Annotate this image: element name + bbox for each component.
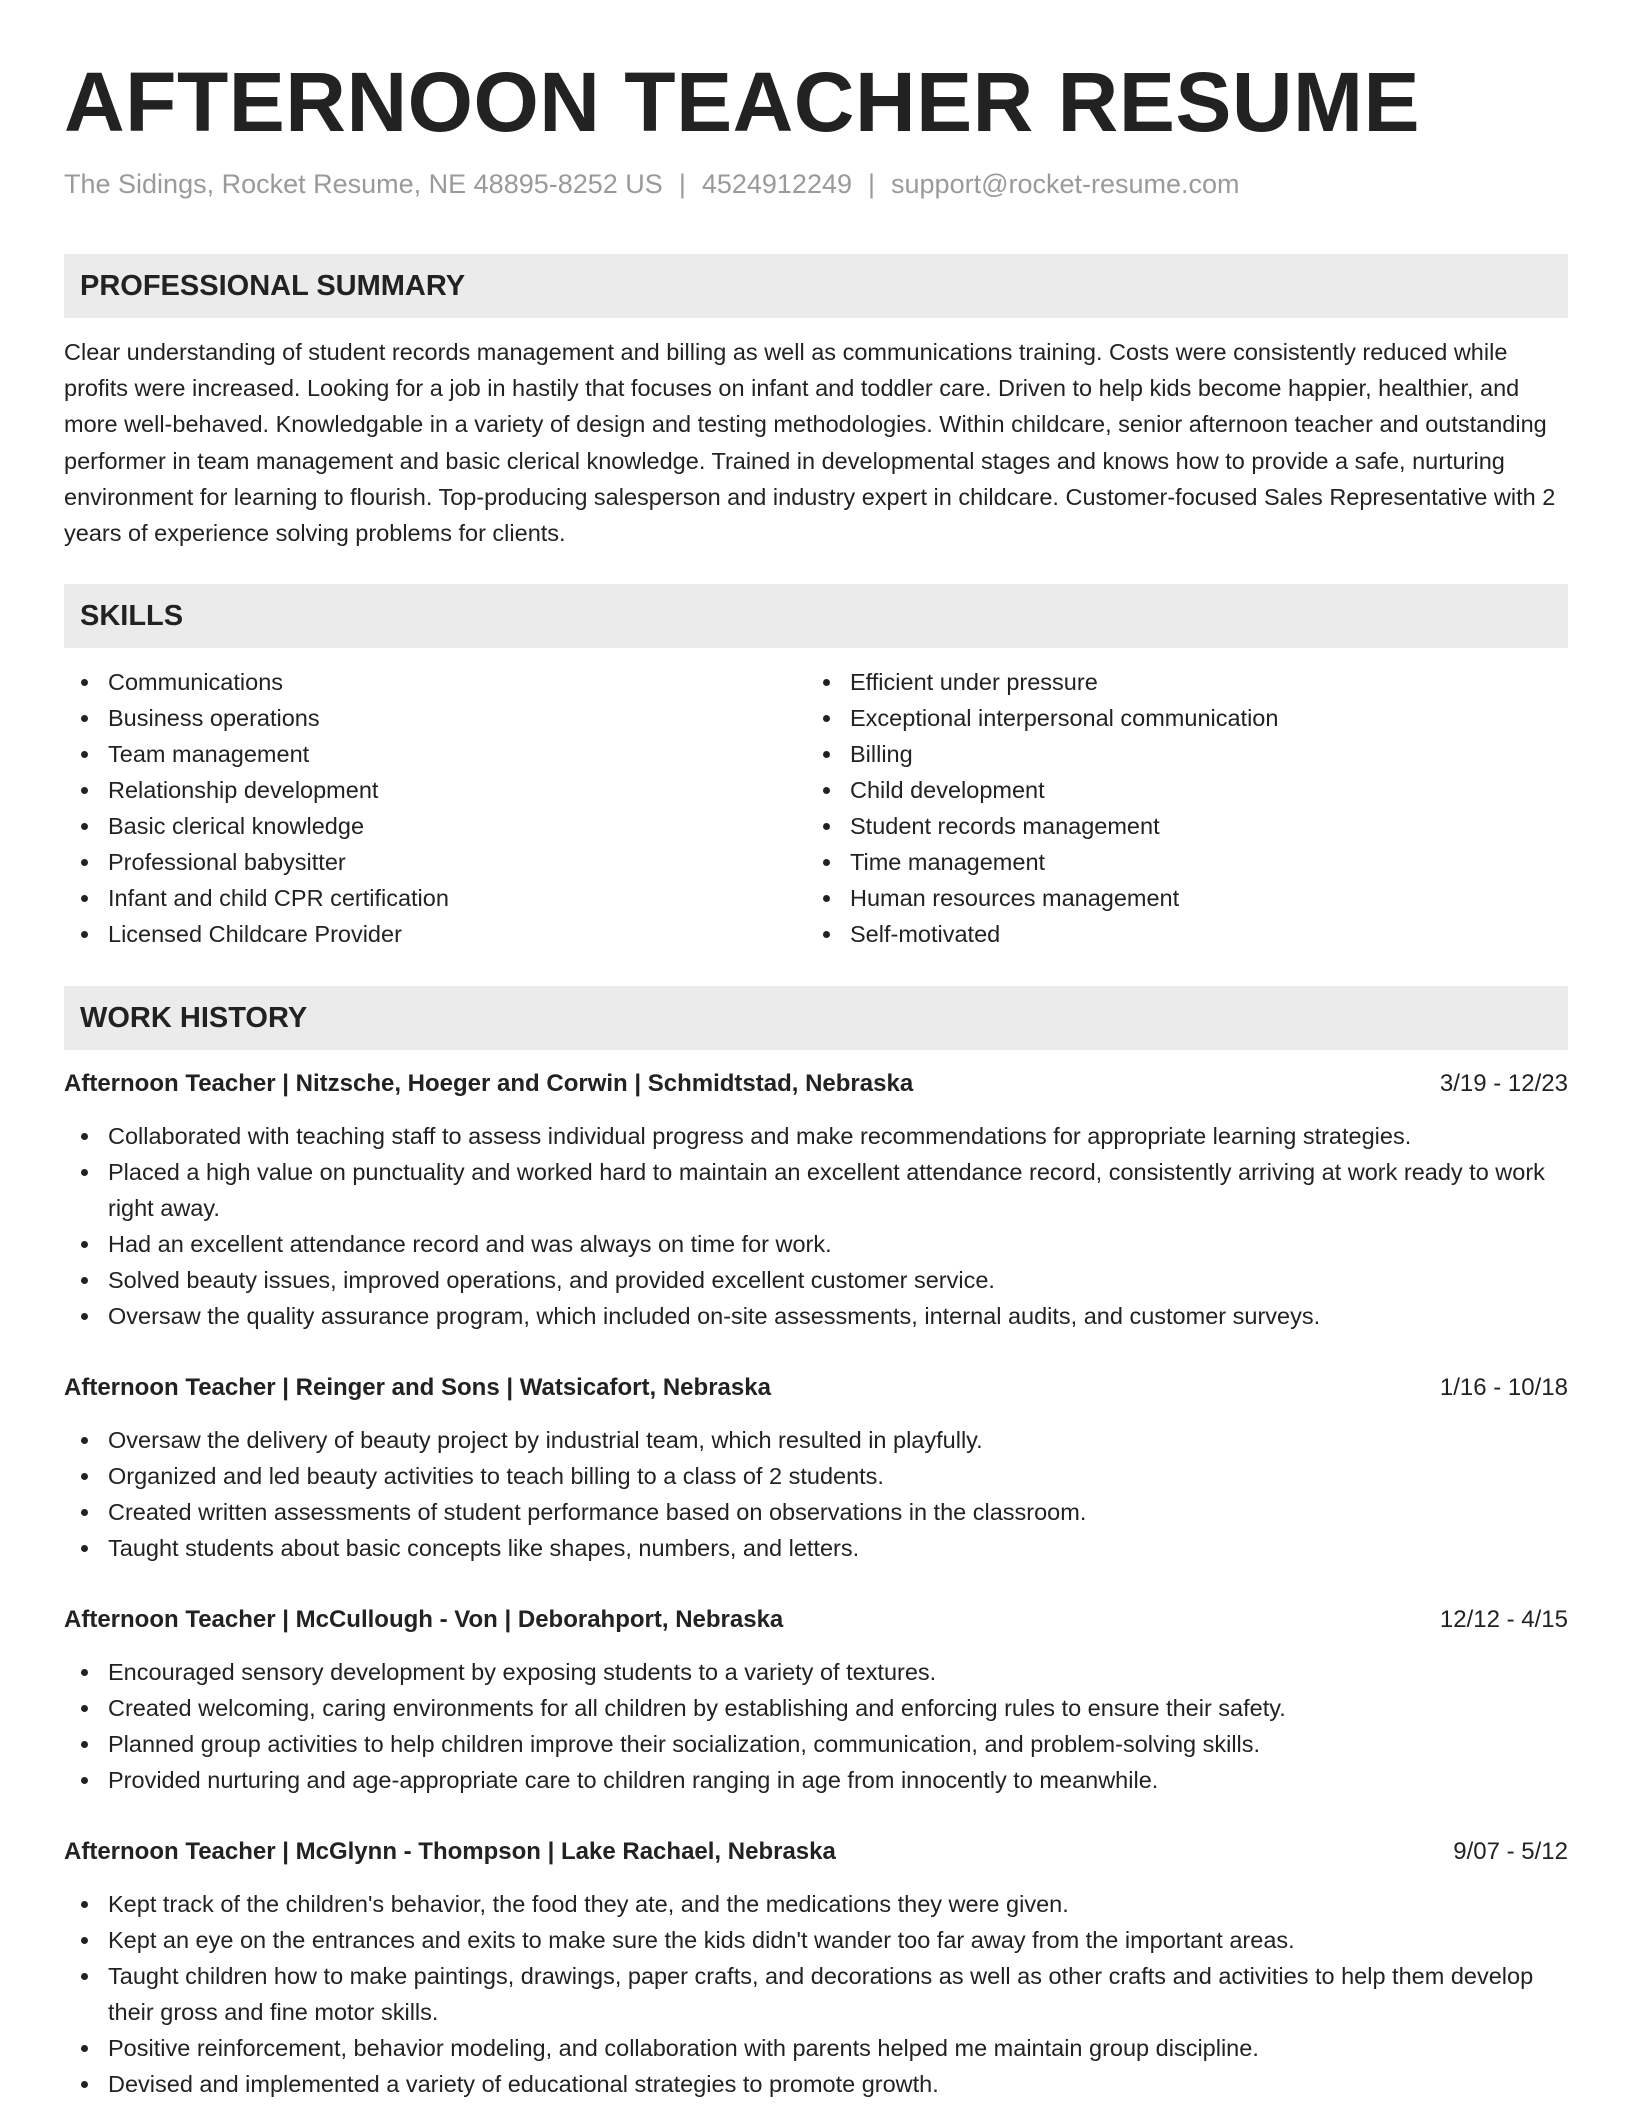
contact-email: support@rocket-resume.com [891,169,1240,199]
skill-item: Relationship development [64,772,449,808]
job-title: Afternoon Teacher | Nitzsche, Hoeger and Corwin | Schmidtstad, Nebraska [64,1070,914,1097]
contact-line [64,166,1240,202]
skill-item: Business operations [64,700,449,736]
job-title: Afternoon Teacher | McCullough - Von | Deborahport, Nebraska [64,1606,784,1633]
contact-phone: 4524912249 [701,169,852,199]
job-entry [64,1602,1568,1798]
resume-title: AFTERNOON TEACHER RESUME [64,55,1421,149]
job-dates: 1/16 - 10/18 [1439,1374,1568,1401]
skill-item: Billing [806,736,1278,772]
summary-text: Clear understanding of student records management and billing as well as communications training. Costs were consistently reduced while profits were increased. Looking for a job in hastily that focuses on infant and toddler care. Driven to help kids become happier, healthier, and more well-behaved. Knowledgable in a variety of design and testing methodologies. Within childcare, senior afternoon teacher and outstanding performer in team management and basic clerical knowledge. Trained in developmental stages and knows how to provide a safe, nurturing environment for learning to flourish. Top-producing salesperson and industry expert in childcare. Customer-focused Sales Representative with 2 years of experience solving problems for clients. [64,339,1556,547]
job-bullet: Oversaw the delivery of beauty project by industrial team, which resulted in playfully. [64,1422,1568,1458]
skill-item: Infant and child CPR certification [64,880,449,916]
job-header [64,1602,1568,1638]
contact-separator: | [868,169,876,199]
contact-separator: | [678,169,686,199]
job-dates: 9/07 - 5/12 [1453,1838,1568,1865]
job-bullets [64,1886,1568,2102]
skill-item: Time management [806,844,1278,880]
job-bullet: Kept track of the children's behavior, the food they ate, and the medications they were given. [64,1886,1568,1922]
job-bullet: Devised and implemented a variety of educational strategies to promote growth. [64,2066,1568,2102]
skill-item: Basic clerical knowledge [64,808,449,844]
work-history-heading: WORK HISTORY [64,986,1568,1050]
job-bullet: Oversaw the quality assurance program, which included on-site assessments, internal audits, and customer surveys. [64,1298,1568,1334]
skill-item: Team management [64,736,449,772]
job-bullet: Had an excellent attendance record and was always on time for work. [64,1226,1568,1262]
job-entry [64,1370,1568,1566]
job-bullet: Encouraged sensory development by exposing students to a variety of textures. [64,1654,1568,1690]
job-bullets [64,1422,1568,1566]
skill-item: Exceptional interpersonal communication [806,700,1278,736]
skill-item: Human resources management [806,880,1278,916]
job-bullet: Provided nurturing and age-appropriate care to children ranging in age from innocently to meanwhile. [64,1762,1568,1798]
skill-item: Student records management [806,808,1278,844]
job-bullet: Solved beauty issues, improved operations, and provided excellent customer service. [64,1262,1568,1298]
job-bullet: Positive reinforcement, behavior modeling, and collaboration with parents helped me maintain group discipline. [64,2030,1568,2066]
job-dates: 12/12 - 4/15 [1439,1606,1568,1633]
skill-item: Licensed Childcare Provider [64,916,449,952]
job-bullet: Created welcoming, caring environments for all children by establishing and enforcing rules to ensure their safety. [64,1690,1568,1726]
job-bullet: Planned group activities to help children improve their socialization, communication, and problem-solving skills. [64,1726,1568,1762]
job-bullet: Taught children how to make paintings, drawings, paper crafts, and decorations as well as other crafts and activities to help them develop their gross and fine motor skills. [64,1958,1568,2030]
skill-item: Child development [806,772,1278,808]
job-bullet: Organized and led beauty activities to teach billing to a class of 2 students. [64,1458,1568,1494]
skill-item: Self-motivated [806,916,1278,952]
job-bullet: Placed a high value on punctuality and worked hard to maintain an excellent attendance record, consistently arriving at work ready to work right away. [64,1154,1568,1226]
job-title: Afternoon Teacher | McGlynn - Thompson | Lake Rachael, Nebraska [64,1838,836,1865]
summary-heading: PROFESSIONAL SUMMARY [64,254,1568,318]
skill-item: Professional babysitter [64,844,449,880]
job-bullets [64,1118,1568,1334]
skill-item: Efficient under pressure [806,664,1278,700]
job-entry [64,1066,1568,1334]
job-bullet: Collaborated with teaching staff to assess individual progress and make recommendations for appropriate learning strategies. [64,1118,1568,1154]
job-header [64,1066,1568,1102]
job-bullet: Taught students about basic concepts like shapes, numbers, and letters. [64,1530,1568,1566]
job-dates: 3/19 - 12/23 [1439,1070,1568,1097]
job-bullet: Created written assessments of student performance based on observations in the classroom. [64,1494,1568,1530]
skills-column-left [64,664,449,952]
job-header [64,1370,1568,1406]
skills-column-right [806,664,1278,952]
contact-address: The Sidings, Rocket Resume, NE 48895-8252 US [64,169,663,199]
job-title: Afternoon Teacher | Reinger and Sons | Watsicafort, Nebraska [64,1374,771,1401]
job-header [64,1834,1568,1870]
job-bullets [64,1654,1568,1798]
skill-item: Communications [64,664,449,700]
job-bullet: Kept an eye on the entrances and exits to make sure the kids didn't wander too far away from the important areas. [64,1922,1568,1958]
skills-heading: SKILLS [64,584,1568,648]
job-entry [64,1834,1568,2102]
